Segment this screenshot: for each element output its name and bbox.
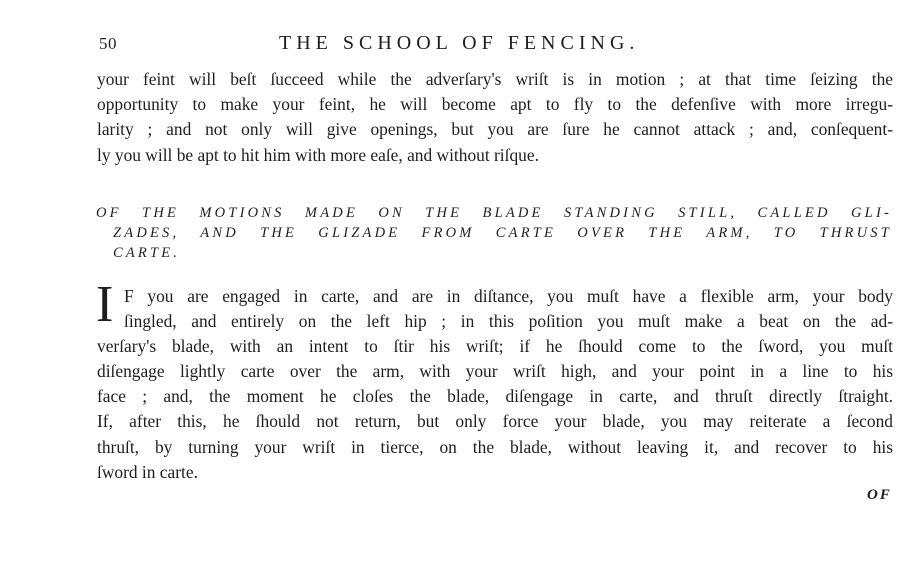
text-line: ly you will be apt to hit him with more eaſe, and without riſque. <box>97 145 539 165</box>
drop-cap: I <box>96 276 114 333</box>
text-line: ſword in carte. <box>97 462 198 482</box>
text-line: F you are engaged in carte, and are in diſtance, you muſt have a flexible arm, your body <box>124 286 893 306</box>
text-line: If, after this, he ſhould not return, but only force your blade, you may reiterate a ſecond <box>97 411 893 431</box>
text-line: ſingled, and entirely on the left hip ; in this poſition you muſt make a beat on the ad- <box>124 311 893 331</box>
text-line: thruſt, by turning your wriſt in tierce, on the blade, without leaving it, and recover to his <box>97 437 893 457</box>
text-line: larity ; and not only will give openings, but you are ſure he cannot attack ; and, conſequent- <box>97 119 893 139</box>
catchword: OF <box>867 487 892 503</box>
heading-line: OF THE MOTIONS MADE ON THE BLADE STANDING STILL, CALLED GLI- <box>96 205 892 221</box>
heading-line: CARTE. <box>113 245 181 261</box>
text-line: verſary's blade, with an intent to ſtir his wriſt; if he ſhould come to the ſword, you muſt <box>97 336 893 356</box>
text-line: your feint will beſt ſucceed while the adverſary's wriſt is in motion ; at that time ſeizing the <box>97 69 893 89</box>
page-number: 50 <box>99 34 117 53</box>
text-line: diſengage lightly carte over the arm, with your wriſt high, and your point in a line to his <box>97 361 893 381</box>
running-title: THE SCHOOL OF FENCING. <box>279 32 640 54</box>
text-line: opportunity to make your feint, he will become apt to fly to the defenſive with more irregu- <box>97 94 893 114</box>
text-line: face ; and, the moment he cloſes the blade, diſengage in carte, and thruſt directly ſtraight. <box>97 386 893 406</box>
heading-line: ZADES, AND THE GLIZADE FROM CARTE OVER THE ARM, TO THRUST <box>113 225 892 241</box>
